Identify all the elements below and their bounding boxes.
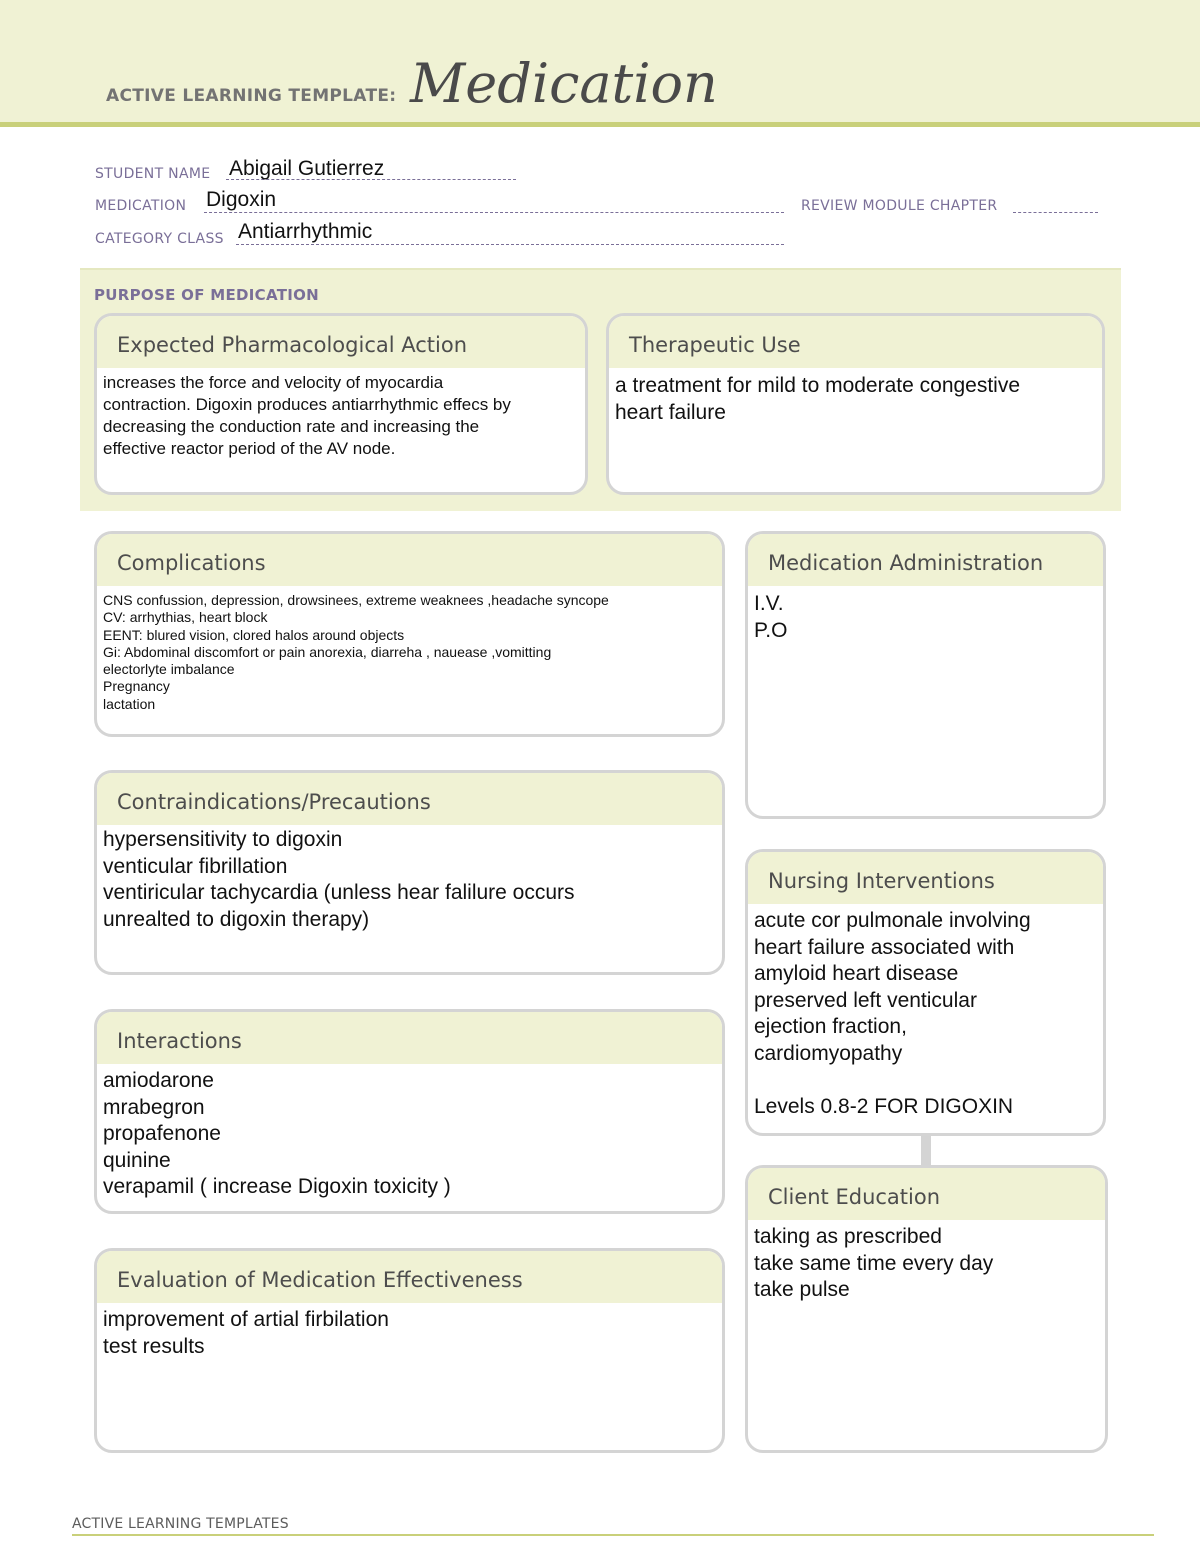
therapeutic-use-body[interactable]	[609, 368, 1102, 426]
category-class-value[interactable]: Antiarrhythmic	[238, 220, 373, 243]
review-module-line[interactable]	[1013, 212, 1098, 213]
contraindications-line: hypersensitivity to digoxin	[103, 828, 343, 851]
page-title: Medication	[410, 52, 718, 115]
interactions-line: mrabegron	[103, 1095, 205, 1119]
nursing-interventions-line	[754, 1068, 1097, 1095]
medication-line	[204, 212, 784, 213]
contraindications-line: unrealted to digoxin therapy)	[103, 907, 370, 931]
expected-action-heading: Expected Pharmacological Action	[97, 316, 585, 368]
header-rule	[0, 122, 1200, 127]
footer-rule	[72, 1534, 1154, 1536]
evaluation-line: test results	[103, 1334, 205, 1358]
complications-line: CNS confussion, depression, drowsinees, extreme weaknees ,headache syncope	[103, 592, 609, 608]
nursing-interventions-line: Levels 0.8-2 FOR DIGOXIN	[754, 1095, 1014, 1119]
medication-administration-line: P.O	[754, 618, 788, 642]
nursing-interventions-line: preserved left venticular	[754, 988, 977, 1012]
interactions-line: amiodarone	[103, 1069, 214, 1092]
expected-action-line: effective reactor period of the AV node.	[103, 439, 396, 458]
expected-action-line: increases the force and velocity of myocardia	[103, 373, 444, 392]
footer-label: ACTIVE LEARNING TEMPLATES	[72, 1516, 289, 1532]
interactions-body[interactable]	[97, 1064, 722, 1201]
expected-action-box	[94, 313, 588, 495]
therapeutic-use-line: heart failure	[615, 400, 726, 424]
expected-action-line: decreasing the conduction rate and increasing the	[103, 417, 480, 436]
expected-action-line: contraction. Digoxin produces antiarrhythmic effecs by	[103, 395, 511, 414]
therapeutic-use-heading: Therapeutic Use	[609, 316, 1102, 368]
medication-value[interactable]: Digoxin	[206, 188, 277, 211]
complications-line: CV: arrhythias, heart block	[103, 609, 268, 626]
nursing-interventions-line: amyloid heart disease	[754, 962, 959, 986]
evaluation-box	[94, 1248, 725, 1453]
evaluation-line: improvement of artial firbilation	[103, 1308, 389, 1331]
nursing-interventions-line: acute cor pulmonale involving	[754, 909, 1031, 932]
client-education-body[interactable]	[748, 1220, 1105, 1304]
category-class-line	[236, 244, 784, 245]
evaluation-body[interactable]	[97, 1303, 722, 1360]
contraindications-line: ventiricular tachycardia (unless hear falilure occurs	[103, 881, 575, 905]
client-education-box	[745, 1165, 1108, 1453]
contraindications-line: venticular fibrillation	[103, 854, 288, 878]
nursing-interventions-box	[745, 849, 1106, 1136]
student-name-value[interactable]: Abigail Gutierrez	[229, 157, 385, 180]
medication-label: MEDICATION	[95, 198, 187, 214]
expected-action-body[interactable]	[97, 368, 585, 460]
complications-line: lactation	[103, 695, 156, 712]
client-education-line: take pulse	[754, 1278, 850, 1302]
interactions-heading: Interactions	[97, 1012, 722, 1064]
therapeutic-use-box	[606, 313, 1105, 495]
nursing-interventions-line: ejection fraction,	[754, 1015, 907, 1039]
contraindications-heading: Contraindications/Precautions	[97, 773, 722, 825]
nursing-interventions-heading: Nursing Interventions	[748, 852, 1103, 904]
therapeutic-use-line: a treatment for mild to moderate congestive	[615, 374, 1021, 397]
complications-heading: Complications	[97, 534, 722, 586]
purpose-title: PURPOSE OF MEDICATION	[94, 286, 320, 304]
client-education-line: taking as prescribed	[754, 1225, 942, 1248]
client-education-heading: Client Education	[748, 1168, 1105, 1220]
complications-line: electorlyte imbalance	[103, 661, 235, 678]
review-module-label: REVIEW MODULE CHAPTER	[801, 198, 998, 214]
interactions-box	[94, 1009, 725, 1214]
template-label: ACTIVE LEARNING TEMPLATE:	[106, 86, 397, 106]
medication-administration-box	[745, 531, 1106, 819]
evaluation-heading: Evaluation of Medication Effectiveness	[97, 1251, 722, 1303]
medication-administration-line: I.V.	[754, 592, 784, 615]
connector-bar	[921, 1135, 931, 1166]
nursing-interventions-line: heart failure associated with	[754, 935, 1015, 959]
medication-administration-heading: Medication Administration	[748, 534, 1103, 586]
interactions-line: verapamil ( increase Digoxin toxicity )	[103, 1175, 451, 1199]
contraindications-box	[94, 770, 725, 975]
student-name-label: STUDENT NAME	[95, 166, 211, 182]
medication-administration-body[interactable]	[748, 586, 1103, 644]
interactions-line: propafenone	[103, 1122, 221, 1146]
nursing-interventions-line: cardiomyopathy	[754, 1041, 903, 1065]
category-class-label: CATEGORY CLASS	[95, 231, 224, 247]
complications-line: Gi: Abdominal discomfort or pain anorexia, diarreha , nauease ,vomitting	[103, 643, 552, 660]
complications-body[interactable]	[97, 586, 722, 713]
complications-line: EENT: blured vision, clored halos around objects	[103, 626, 405, 643]
client-education-line: take same time every day	[754, 1251, 994, 1275]
complications-line: Pregnancy	[103, 678, 170, 695]
contraindications-body[interactable]	[97, 825, 722, 933]
nursing-interventions-body[interactable]	[748, 904, 1103, 1121]
interactions-line: quinine	[103, 1148, 171, 1172]
complications-box	[94, 531, 725, 737]
